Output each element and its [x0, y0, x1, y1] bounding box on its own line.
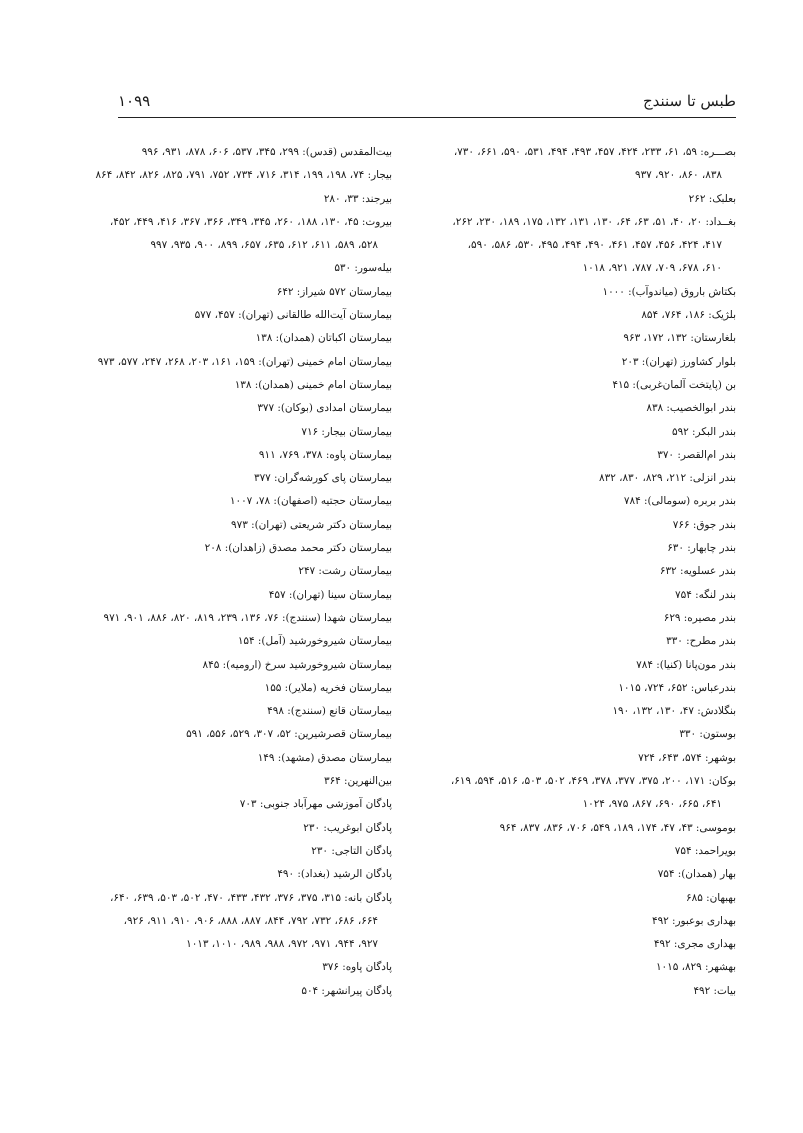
index-entry-line: بندر عسلویه: ۶۳۲ — [659, 565, 736, 578]
index-entry-line: پادگان ابوغریب: ۲۳۰ — [303, 821, 392, 834]
index-entry — [116, 793, 392, 816]
index-entry — [116, 467, 392, 490]
index-entry-line: بلژیک: ۱۸۶، ۷۶۴، ۸۵۴ — [641, 309, 736, 322]
index-entry-continuation: ۵۲۸، ۵۸۹، ۶۱۱، ۶۱۲، ۶۳۵، ۶۵۷، ۸۹۹، ۹۰۰، ۹۳۵، ۹۹۷ — [150, 239, 378, 252]
index-entry — [116, 374, 392, 397]
index-entry — [116, 281, 392, 304]
index-entry — [116, 980, 392, 1003]
index-entry — [116, 560, 392, 583]
index-entry — [116, 444, 392, 467]
index-entry — [416, 374, 736, 397]
index-entry-line: بیمارستان دکتر شریعتی (تهران): ۹۷۳ — [231, 518, 392, 531]
index-entry-line: بیمارستان حجتیه (اصفهان): ۷۸، ۱۰۰۷ — [229, 495, 392, 508]
index-entry-line: بوموسی: ۴۳، ۴۷، ۱۷۴، ۱۸۹، ۵۴۹، ۷۰۶، ۸۳۶، ۸۳۷، ۹۶۴ — [499, 821, 736, 834]
index-entry-line: بندر ام‌القصر: ۳۷۰ — [657, 448, 736, 461]
index-entry — [416, 351, 736, 374]
index-entry-line: بعلبک: ۲۶۲ — [688, 192, 736, 205]
index-entry-line: بندر مطرح: ۳۳۰ — [666, 635, 736, 648]
index-entry — [116, 677, 392, 700]
index-entry — [116, 584, 392, 607]
index-entry — [416, 560, 736, 583]
index-entry — [95, 164, 392, 187]
index-entry-line: بوشهر: ۵۷۴، ۶۴۳، ۷۲۴ — [638, 751, 736, 764]
index-entry-line: بیمارستان اکباتان (همدان): ۱۳۸ — [255, 332, 392, 345]
index-entry-line: پادگان بانه: ۳۱۵، ۳۷۵، ۳۷۶، ۴۳۲، ۴۳۳، ۴۷۰، ۵۰۲، ۵۰۳، ۶۳۹، ۶۴۰، — [110, 891, 392, 904]
page-header — [118, 92, 736, 116]
index-entry — [416, 514, 736, 537]
index-entry-line: بیمارستان مصدق (مشهد): ۱۴۹ — [257, 751, 392, 764]
index-entry — [416, 211, 736, 281]
index-entry-line: بین‌النهرین: ۳۶۴ — [323, 775, 392, 788]
index-entry-line: بیمارستان آیت‌الله طالقانی (تهران): ۴۵۷، ۵۷۷ — [194, 309, 392, 322]
index-entry — [116, 840, 392, 863]
index-entry-line: بیله‌سور: ۵۳۰ — [334, 262, 392, 275]
index-entry — [116, 863, 392, 886]
index-column-right — [416, 141, 736, 1003]
index-entry — [116, 257, 392, 280]
index-entry — [116, 188, 392, 211]
index-entry-line: بیمارستان قصرشیرین: ۵۲، ۳۰۷، ۵۲۹، ۵۵۶، ۵۹۱ — [186, 728, 392, 741]
index-entry — [116, 397, 392, 420]
index-entry-line: بندرعباس: ۶۵۲، ۷۲۴، ۱۰۱۵ — [618, 681, 736, 694]
index-entry-line: پادگان آموزشی مهرآباد جنوبی: ۷۰۳ — [239, 798, 392, 811]
index-entry — [116, 956, 392, 979]
index-entry — [416, 584, 736, 607]
index-entry — [416, 723, 736, 746]
index-entry-line: بیروت: ۴۵، ۱۳۰، ۱۸۸، ۲۶۰، ۳۴۵، ۳۴۹، ۳۶۶، ۳۶۷، ۴۱۶، ۴۴۹، ۴۵۲، — [109, 215, 392, 228]
index-entry-line: بغــداد: ۲۰، ۴۰، ۵۱، ۶۳، ۶۴، ۱۳۰، ۱۳۱، ۱۳۲، ۱۷۵، ۱۸۹، ۲۳۰، ۲۶۲، — [452, 215, 736, 228]
index-entry-line: بندر انزلی: ۲۱۲، ۸۲۹، ۸۳۰، ۸۳۲ — [599, 472, 736, 485]
index-entry — [116, 514, 392, 537]
index-entry-line: بن (پایتخت آلمان‌غربی): ۴۱۵ — [612, 378, 736, 391]
index-entry-line: بهشهر: ۸۲۹، ۱۰۱۵ — [655, 961, 736, 974]
index-entry — [116, 770, 392, 793]
index-entry — [416, 910, 736, 933]
index-entry-continuation: ۹۲۷، ۹۴۴، ۹۷۱، ۹۷۲، ۹۸۸، ۹۸۹، ۱۰۱۰، ۱۰۱۳ — [186, 938, 378, 951]
index-entry-line: بیمارستان پاوه: ۳۷۸، ۷۶۹، ۹۱۱ — [258, 448, 392, 461]
index-entry — [116, 723, 392, 746]
index-entry-continuation: ۶۶۴، ۶۸۶، ۷۳۲، ۷۹۲، ۸۴۴، ۸۸۷، ۸۸۸، ۹۰۶، ۹۱۰، ۹۱۱، ۹۲۶، — [123, 914, 378, 927]
index-entry-line: بیمارستان شهدا (سنندج): ۷۶، ۱۳۶، ۲۳۹، ۸۱۹، ۸۲۰، ۸۸۶، ۹۰۱، ۹۷۱ — [103, 611, 392, 624]
index-entry — [416, 188, 736, 211]
index-entry-line: بیمارستان بیجار: ۷۱۶ — [301, 425, 392, 438]
index-entry-line: بیمارستان شیروخورشید (آمل): ۱۵۴ — [237, 635, 392, 648]
index-entry — [416, 304, 736, 327]
index-entry — [116, 654, 392, 677]
index-entry-line: بیات: ۴۹۲ — [693, 984, 736, 997]
index-entry — [116, 700, 392, 723]
index-entry — [416, 281, 736, 304]
index-entry — [416, 327, 736, 350]
index-entry-line: بیت‌المقدس (قدس): ۲۹۹، ۳۴۵، ۵۳۷، ۶۰۶، ۸۷۸، ۹۳۱، ۹۹۶ — [141, 146, 392, 158]
index-entry-line: بوستون: ۳۳۰ — [679, 728, 736, 741]
index-entry — [103, 607, 392, 630]
index-entry — [416, 817, 736, 840]
page-number: ۱۰۹۹ — [118, 92, 151, 110]
index-entry — [416, 863, 736, 886]
index-entry — [416, 397, 736, 420]
index-entry — [110, 887, 392, 957]
index-entry-line: پادگان پیرانشهر: ۵۰۴ — [301, 984, 392, 997]
index-entry-line: بندر جوق: ۷۶۶ — [672, 518, 736, 531]
index-entry-line: بهداری مجری: ۴۹۲ — [653, 938, 736, 951]
index-entry — [416, 980, 736, 1003]
index-entry-line: بیمارستان فخریه (ملایر): ۱۵۵ — [264, 681, 392, 694]
index-entry-continuation: ۶۴۱، ۶۶۵، ۶۹۰، ۸۶۷، ۹۷۵، ۱۰۲۴ — [582, 798, 722, 811]
index-entry-line: بویراحمد: ۷۵۴ — [674, 844, 736, 857]
index-entry-line: بندر بربره (سومالی): ۷۸۴ — [623, 495, 736, 508]
index-entry — [116, 421, 392, 444]
header-rule — [118, 117, 736, 118]
index-entry-line: بوکان: ۱۷۱، ۲۰۰، ۳۷۵، ۳۷۷، ۳۷۸، ۴۶۹، ۵۰۲، ۵۰۳، ۵۱۶، ۵۹۴، ۶۱۹، — [450, 775, 736, 788]
index-entry — [116, 141, 392, 164]
index-entry — [416, 444, 736, 467]
index-entry — [116, 327, 392, 350]
index-entry-line: پادگان التاجی: ۲۳۰ — [311, 844, 392, 857]
index-entry-line: بیجار: ۷۴، ۱۹۸، ۱۹۹، ۳۱۴، ۷۱۶، ۷۳۴، ۷۵۲، ۷۹۱، ۸۲۵، ۸۲۶، ۸۴۲، ۸۶۴ — [95, 169, 392, 182]
index-entry — [109, 211, 392, 258]
index-entry-line: بهبهان: ۶۸۵ — [686, 891, 736, 904]
index-entry-line: بیمارستان ۵۷۲ شیراز: ۶۴۲ — [276, 285, 392, 298]
index-entry-line: پادگان الرشید (بغداد): ۴۹۰ — [277, 868, 392, 881]
index-entry-line: بیمارستان سینا (تهران): ۴۵۷ — [268, 588, 392, 601]
index-entry-line: بلوار کشاورز (تهران): ۲۰۳ — [621, 355, 736, 368]
index-entry — [97, 351, 392, 374]
index-entry-line: بیمارستان رشت: ۲۴۷ — [298, 565, 392, 578]
index-entry-line: بیمارستان امدادی (بوکان): ۳۷۷ — [257, 402, 392, 415]
index-entry-line: بکتاش باروق (میاندوآب): ۱۰۰۰ — [602, 285, 736, 298]
index-entry — [416, 887, 736, 910]
index-entry-line: بندر ابوالخصیب: ۸۳۸ — [646, 402, 736, 415]
index-entry — [116, 747, 392, 770]
index-entry-line: بندر لنگه: ۷۵۴ — [675, 588, 736, 601]
index-entry-line: بهار (همدان): ۷۵۴ — [657, 868, 736, 881]
index-entry — [116, 817, 392, 840]
index-entry-line: بلغارستان: ۱۳۲، ۱۷۲، ۹۶۳ — [623, 332, 736, 345]
index-entry-line: بندر مصیره: ۶۲۹ — [663, 611, 736, 624]
index-entry-line: بیرجند: ۳۳، ۲۸۰ — [323, 192, 392, 205]
index-entry — [416, 630, 736, 653]
index-entry — [416, 956, 736, 979]
index-entry-line: بصـــره: ۵۹، ۶۱، ۲۳۳، ۴۲۴، ۴۵۷، ۴۹۳، ۴۹۴، ۵۳۱، ۵۹۰، ۶۶۱، ۷۳۰، — [453, 146, 736, 158]
index-entry-line: بهداری بوعبور: ۴۹۲ — [651, 914, 736, 927]
index-entry — [416, 770, 736, 817]
index-entry — [116, 537, 392, 560]
index-entry — [116, 304, 392, 327]
index-entry-line: بندر مون‌پانا (کنیا): ۷۸۴ — [636, 658, 736, 671]
index-entry — [416, 490, 736, 513]
index-column-left — [95, 141, 392, 1003]
index-entry-line: بیمارستان دکتر محمد مصدق (زاهدان): ۲۰۸ — [204, 542, 392, 555]
index-entry — [416, 467, 736, 490]
index-entry-line: بنگلادش: ۴۷، ۱۳۰، ۱۳۲، ۱۹۰ — [612, 705, 736, 718]
index-entry — [416, 747, 736, 770]
index-entry-line: بیمارستان امام خمینی (همدان): ۱۳۸ — [234, 378, 392, 391]
index-entry-line: بیمارستان شیروخورشید سرخ (ارومیه): ۸۴۵ — [202, 658, 392, 671]
index-entry-line: بیمارستان قانع (سنندج): ۴۹۸ — [267, 705, 392, 718]
index-entry-continuation: ۴۱۷، ۴۲۴، ۴۵۶، ۴۵۷، ۴۶۱، ۴۹۰، ۴۹۴، ۴۹۵، ۵۳۰، ۵۸۶، ۵۹۰، — [467, 239, 722, 252]
index-entry — [416, 700, 736, 723]
index-entry-line: بندر چابهار: ۶۳۰ — [667, 542, 736, 555]
index-entry — [416, 607, 736, 630]
index-entry — [416, 840, 736, 863]
index-entry — [416, 933, 736, 956]
running-title: طبس تا سنندج — [642, 92, 736, 110]
index-entry-line: پادگان پاوه: ۳۷۶ — [322, 961, 392, 974]
index-entry — [416, 537, 736, 560]
index-entry-line: بیمارستان پای کورشه‌گران: ۳۷۷ — [253, 472, 392, 485]
index-entry — [116, 490, 392, 513]
index-entry-line: بندر البکر: ۵۹۲ — [671, 425, 736, 438]
index-entry — [416, 421, 736, 444]
index-entry — [416, 654, 736, 677]
index-entry — [116, 630, 392, 653]
index-entry — [416, 677, 736, 700]
index-entry-line: بیمارستان امام خمینی (تهران): ۱۵۹، ۱۶۱، ۲۰۳، ۲۶۸، ۲۴۷، ۵۷۷، ۹۷۳ — [97, 355, 392, 368]
index-entry — [416, 141, 736, 188]
index-entry-continuation: ۸۳۸، ۸۶۰، ۹۲۰، ۹۳۷ — [634, 169, 722, 182]
index-entry-continuation: ۶۱۰، ۶۷۸، ۷۰۹، ۷۸۷، ۹۲۱، ۱۰۱۸ — [582, 262, 722, 275]
